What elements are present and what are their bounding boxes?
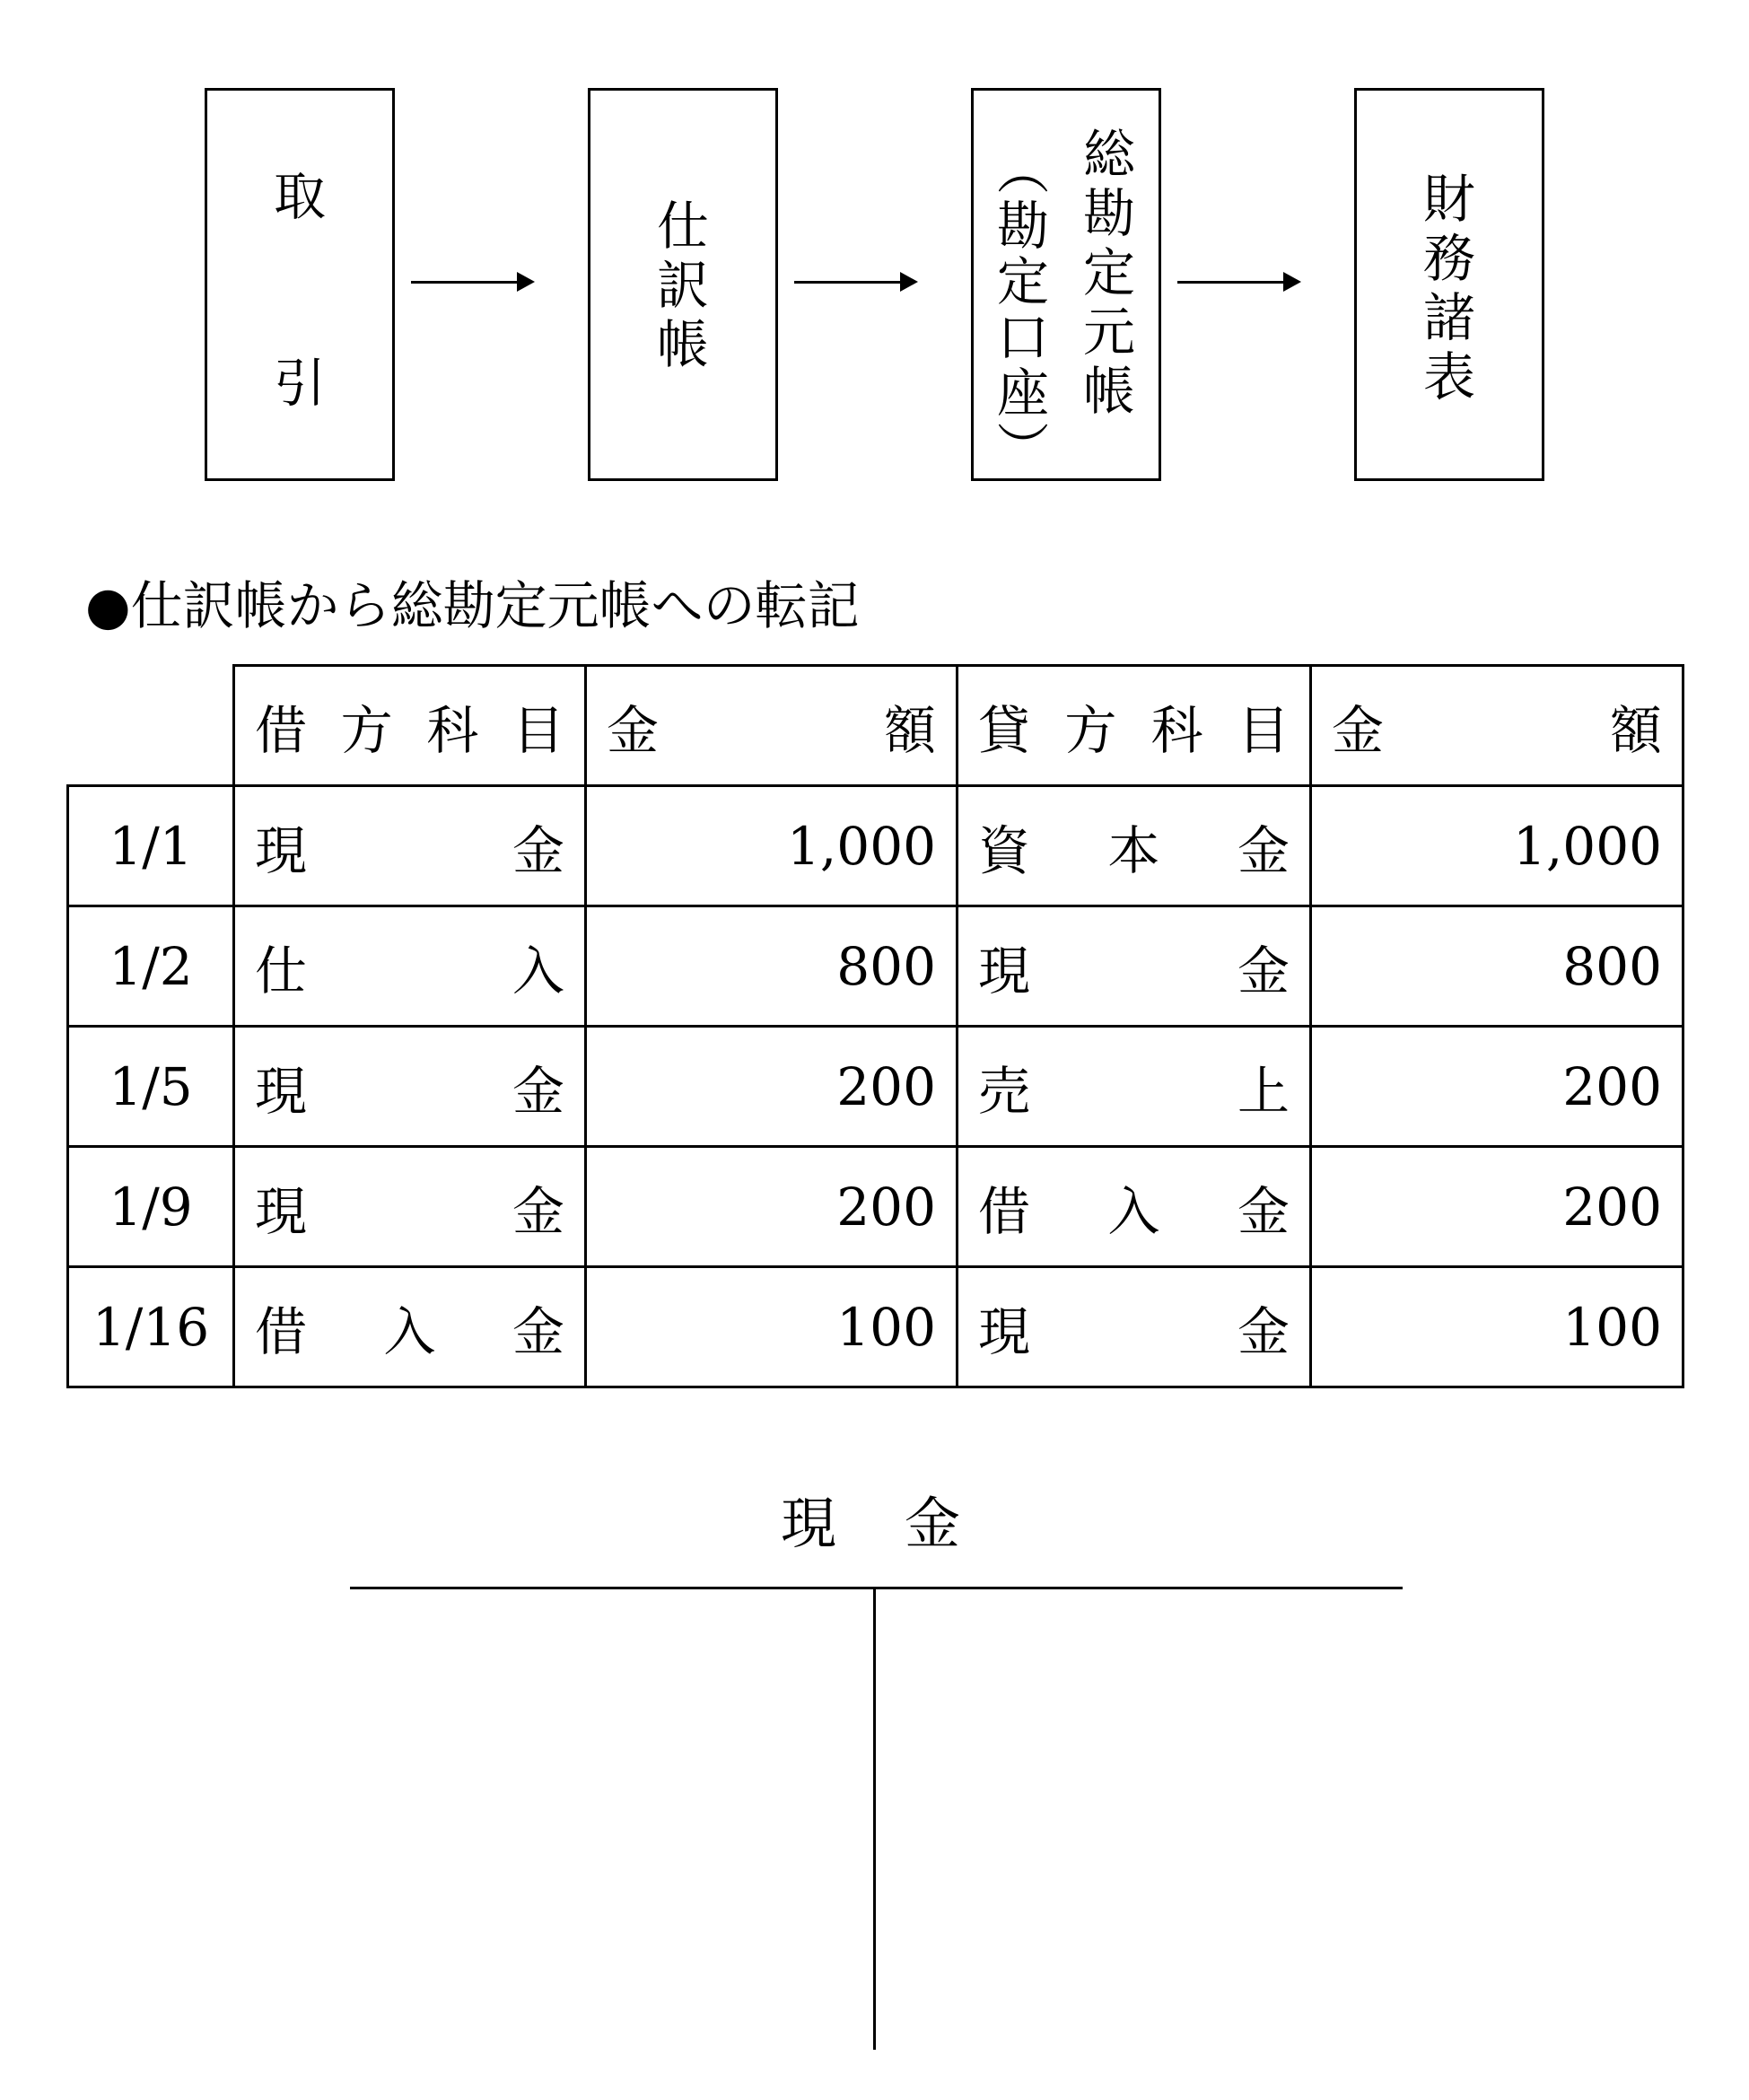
debit-account-cell-label <box>255 929 564 1004</box>
account-char: 本 <box>1107 819 1160 881</box>
header-corner-cell <box>68 666 234 786</box>
credit-account-cell <box>958 1267 1311 1387</box>
debit-account-cell <box>234 786 586 906</box>
header-debit-amount <box>586 666 958 786</box>
header-credit-account <box>958 666 1311 786</box>
table-row <box>68 1147 1683 1267</box>
section-heading: ●仕訳帳から総勘定元帳への転記 <box>85 575 860 636</box>
header-char: 金 <box>1332 699 1385 761</box>
flow-box-journal-label: 仕 訳 帳 <box>656 196 709 375</box>
header-char: 方 <box>340 699 393 761</box>
debit-amount-cell: 1,000 <box>586 786 958 906</box>
account-char: 入 <box>1107 1180 1160 1242</box>
date-cell: 1/9 <box>68 1147 234 1267</box>
account-char: 借 <box>978 1180 1031 1242</box>
credit-amount-cell: 200 <box>1311 1027 1683 1147</box>
credit-account-cell <box>958 1027 1311 1147</box>
header-char: 額 <box>1609 699 1662 761</box>
date-cell: 1/2 <box>68 906 234 1027</box>
account-char: 金 <box>1237 1180 1290 1242</box>
account-char: 売 <box>978 1060 1031 1122</box>
date-cell: 1/16 <box>68 1267 234 1387</box>
credit-amount-cell: 100 <box>1311 1267 1683 1387</box>
debit-account-cell-label <box>255 809 564 884</box>
credit-account-cell-label <box>978 1049 1290 1124</box>
header-char: 金 <box>607 699 660 761</box>
account-char: 上 <box>1237 1060 1290 1122</box>
header-char: 科 <box>1150 699 1203 761</box>
flow-arrow-3 <box>1177 281 1287 284</box>
debit-account-cell <box>234 1147 586 1267</box>
flow-box-transaction <box>205 88 395 481</box>
t-account-horizontal-line <box>350 1587 1403 1589</box>
account-char: 仕 <box>255 940 308 1002</box>
debit-amount-cell: 800 <box>586 906 958 1027</box>
journal-table <box>66 664 1684 1388</box>
header-char: 科 <box>426 699 479 761</box>
table-row <box>68 1267 1683 1387</box>
header-credit-amount <box>1311 666 1683 786</box>
debit-account-cell-label <box>255 1290 564 1365</box>
debit-amount-cell: 200 <box>586 1147 958 1267</box>
account-char: 借 <box>255 1300 308 1362</box>
flow-box-general-ledger <box>971 88 1161 481</box>
header-char: 額 <box>883 699 936 761</box>
credit-account-cell-label <box>978 929 1290 1004</box>
header-credit-amount-label <box>1332 688 1662 764</box>
header-debit-account <box>234 666 586 786</box>
header-char: 目 <box>1237 699 1290 761</box>
flow-arrow-1 <box>411 281 520 284</box>
debit-amount-cell: 200 <box>586 1027 958 1147</box>
flow-box-financial-statements-label: 財 務 諸 表 <box>1422 169 1475 407</box>
date-cell: 1/1 <box>68 786 234 906</box>
account-char: 金 <box>1237 1300 1290 1362</box>
header-char: 方 <box>1064 699 1117 761</box>
account-char: 現 <box>255 819 308 881</box>
t-account-title-label <box>781 1490 960 1558</box>
table-header-row <box>68 666 1683 786</box>
credit-account-cell <box>958 906 1311 1027</box>
flow-arrow-2 <box>794 281 904 284</box>
account-char: 現 <box>978 940 1031 1002</box>
flow-box-journal <box>588 88 778 481</box>
account-char: 現 <box>255 1180 308 1242</box>
debit-amount-cell: 100 <box>586 1267 958 1387</box>
t-account-title-char: 現 <box>781 1491 837 1556</box>
debit-account-cell <box>234 1267 586 1387</box>
account-char: 入 <box>512 940 564 1002</box>
header-debit-account-label <box>255 688 564 764</box>
debit-account-cell <box>234 906 586 1027</box>
account-char: 現 <box>255 1060 308 1122</box>
credit-account-cell-label <box>978 1169 1290 1245</box>
table-row <box>68 1027 1683 1147</box>
credit-amount-cell: 1,000 <box>1311 786 1683 906</box>
credit-account-cell <box>958 1147 1311 1267</box>
header-credit-account-label <box>978 688 1290 764</box>
credit-amount-cell: 200 <box>1311 1147 1683 1267</box>
flow-box-general-ledger-note: ︵ 勘 定 口 座 ︶ <box>996 140 1049 479</box>
credit-account-cell-label <box>978 809 1290 884</box>
account-char: 金 <box>512 1060 564 1122</box>
account-char: 現 <box>978 1300 1031 1362</box>
credit-account-cell <box>958 786 1311 906</box>
account-char: 金 <box>512 1180 564 1242</box>
credit-amount-cell: 800 <box>1311 906 1683 1027</box>
flow-box-general-ledger-label: 総 勘 定 元 帳 <box>1082 124 1135 422</box>
t-account-vertical-line <box>873 1587 876 2050</box>
header-debit-amount-label <box>607 688 936 764</box>
account-char: 入 <box>383 1300 436 1362</box>
flow-box-transaction-char-2: 引 <box>273 353 326 414</box>
date-cell: 1/5 <box>68 1027 234 1147</box>
header-char: 借 <box>255 699 308 761</box>
table-row <box>68 906 1683 1027</box>
header-char: 貸 <box>978 699 1031 761</box>
account-char: 資 <box>978 819 1031 881</box>
flow-box-transaction-char-1: 取 <box>273 166 326 227</box>
debit-account-cell-label <box>255 1049 564 1124</box>
debit-account-cell <box>234 1027 586 1147</box>
debit-account-cell-label <box>255 1169 564 1245</box>
header-char: 目 <box>512 699 564 761</box>
account-char: 金 <box>1237 819 1290 881</box>
table-row <box>68 786 1683 906</box>
credit-account-cell-label <box>978 1290 1290 1365</box>
account-char: 金 <box>512 1300 564 1362</box>
account-char: 金 <box>1237 940 1290 1002</box>
t-account-title-char: 金 <box>904 1491 960 1556</box>
t-account-title <box>628 1490 1113 1558</box>
flow-box-financial-statements <box>1354 88 1544 481</box>
account-char: 金 <box>512 819 564 881</box>
